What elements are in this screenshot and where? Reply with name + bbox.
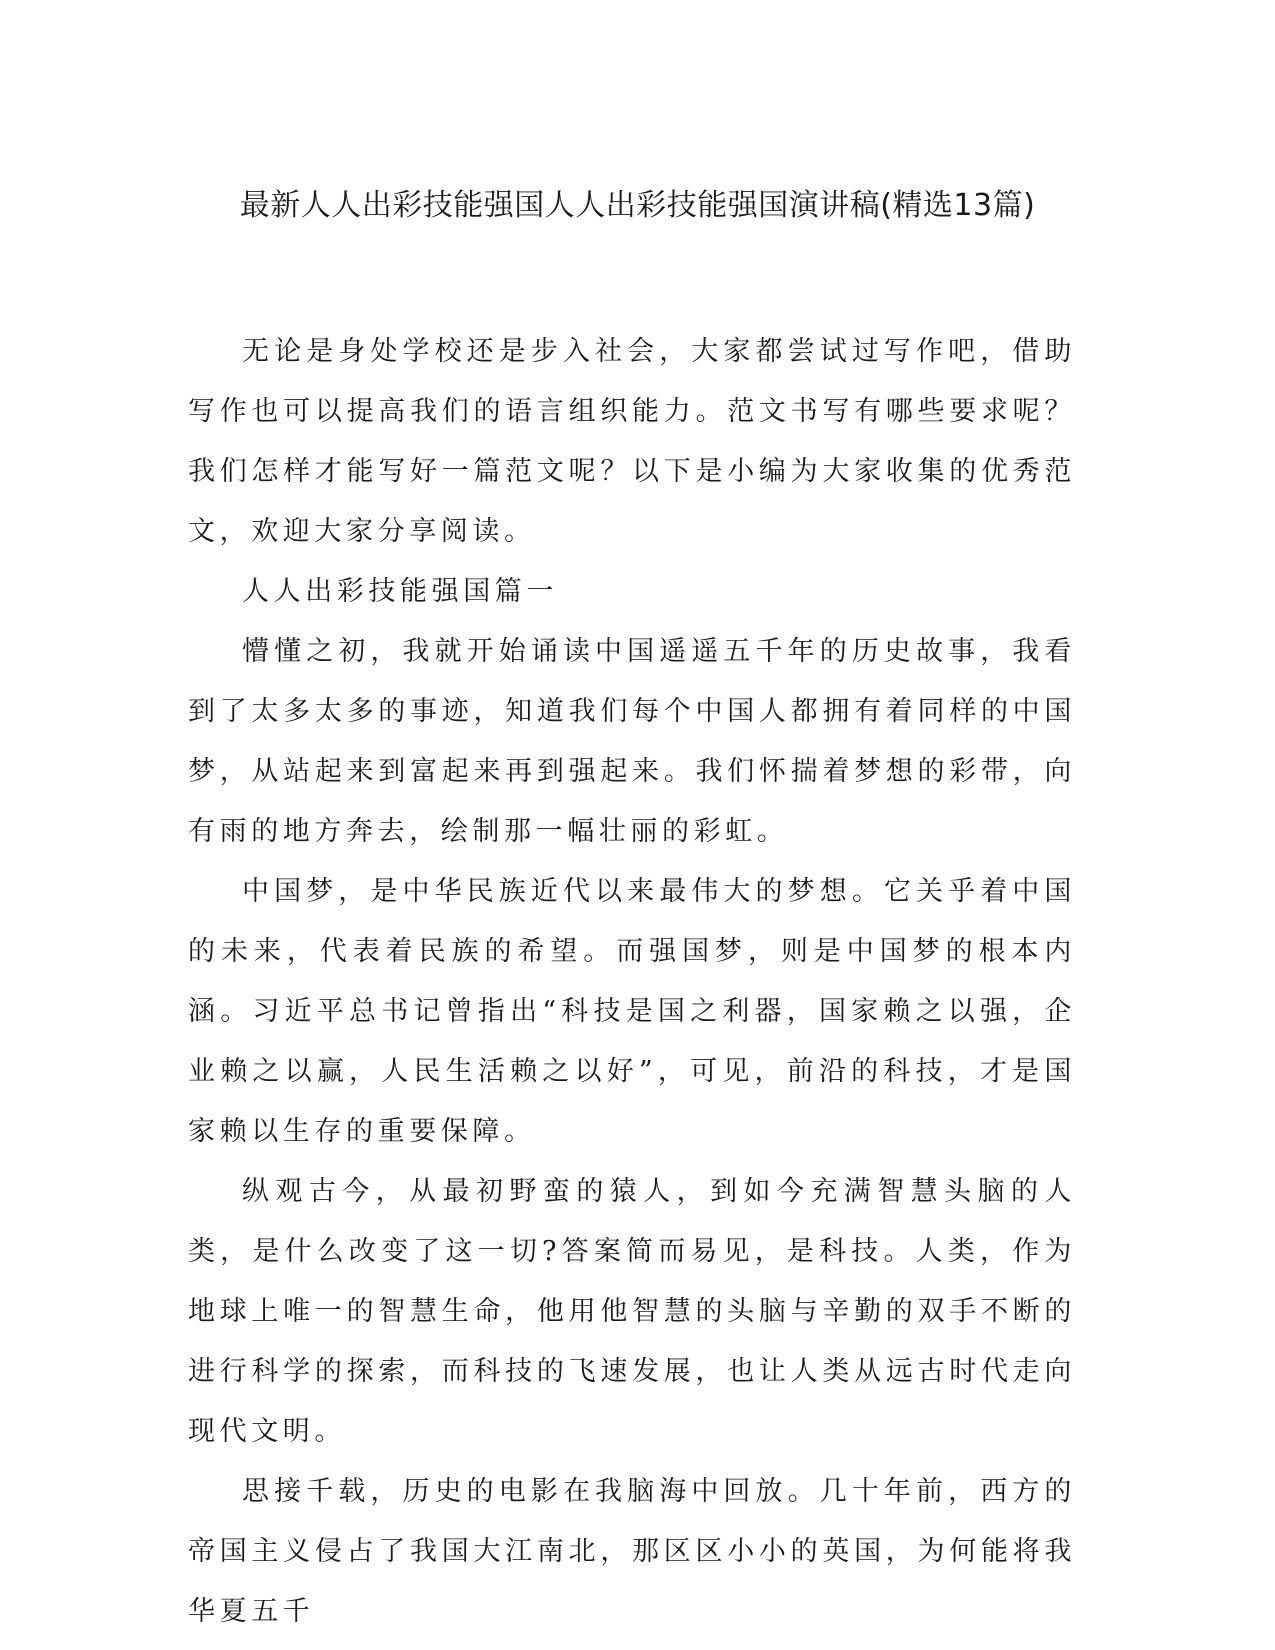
document-body	[188, 322, 1076, 1642]
body-paragraph: 纵观古今，从最初野蛮的猿人，到如今充满智慧头脑的人类，是什么改变了这一切?答案简而易见，是科技。人类，作为地球上唯一的智慧生命，他用他智慧的头脑与辛勤的双手不断的进行科学的探索，而科技的飞速发展，也让人类从远古时代走向现代文明。	[188, 1176, 1076, 1447]
intro-paragraph: 无论是身处学校还是步入社会，大家都尝试过写作吧，借助写作也可以提高我们的语言组织能力。范文书写有哪些要求呢？我们怎样才能写好一篇范文呢？以下是小编为大家收集的优秀范文，欢迎大家分享阅读。	[188, 336, 1076, 547]
body-paragraph: 思接千载，历史的电影在我脑海中回放。几十年前，西方的帝国主义侵占了我国大江南北，那区区小小的英国，为何能将我华夏五千	[188, 1476, 1076, 1627]
body-paragraph: 中国梦，是中华民族近代以来最伟大的梦想。它关乎着中国的未来，代表着民族的希望。而强国梦，则是中国梦的根本内涵。习近平总书记曾指出“科技是国之利器，国家赖之以强，企业赖之以赢，人民生活赖之以好”，可见，前沿的科技，才是国家赖以生存的重要保障。	[188, 876, 1076, 1147]
section-heading: 人人出彩技能强国篇一	[242, 576, 558, 607]
body-paragraph: 懵懂之初，我就开始诵读中国遥遥五千年的历史故事，我看到了太多太多的事迹，知道我们每个中国人都拥有着同样的中国梦，从站起来到富起来再到强起来。我们怀揣着梦想的彩带，向有雨的地方奔去，绘制那一幅壮丽的彩虹。	[188, 636, 1076, 847]
document-title: 最新人人出彩技能强国人人出彩技能强国演讲稿(精选13篇)	[239, 188, 1036, 223]
